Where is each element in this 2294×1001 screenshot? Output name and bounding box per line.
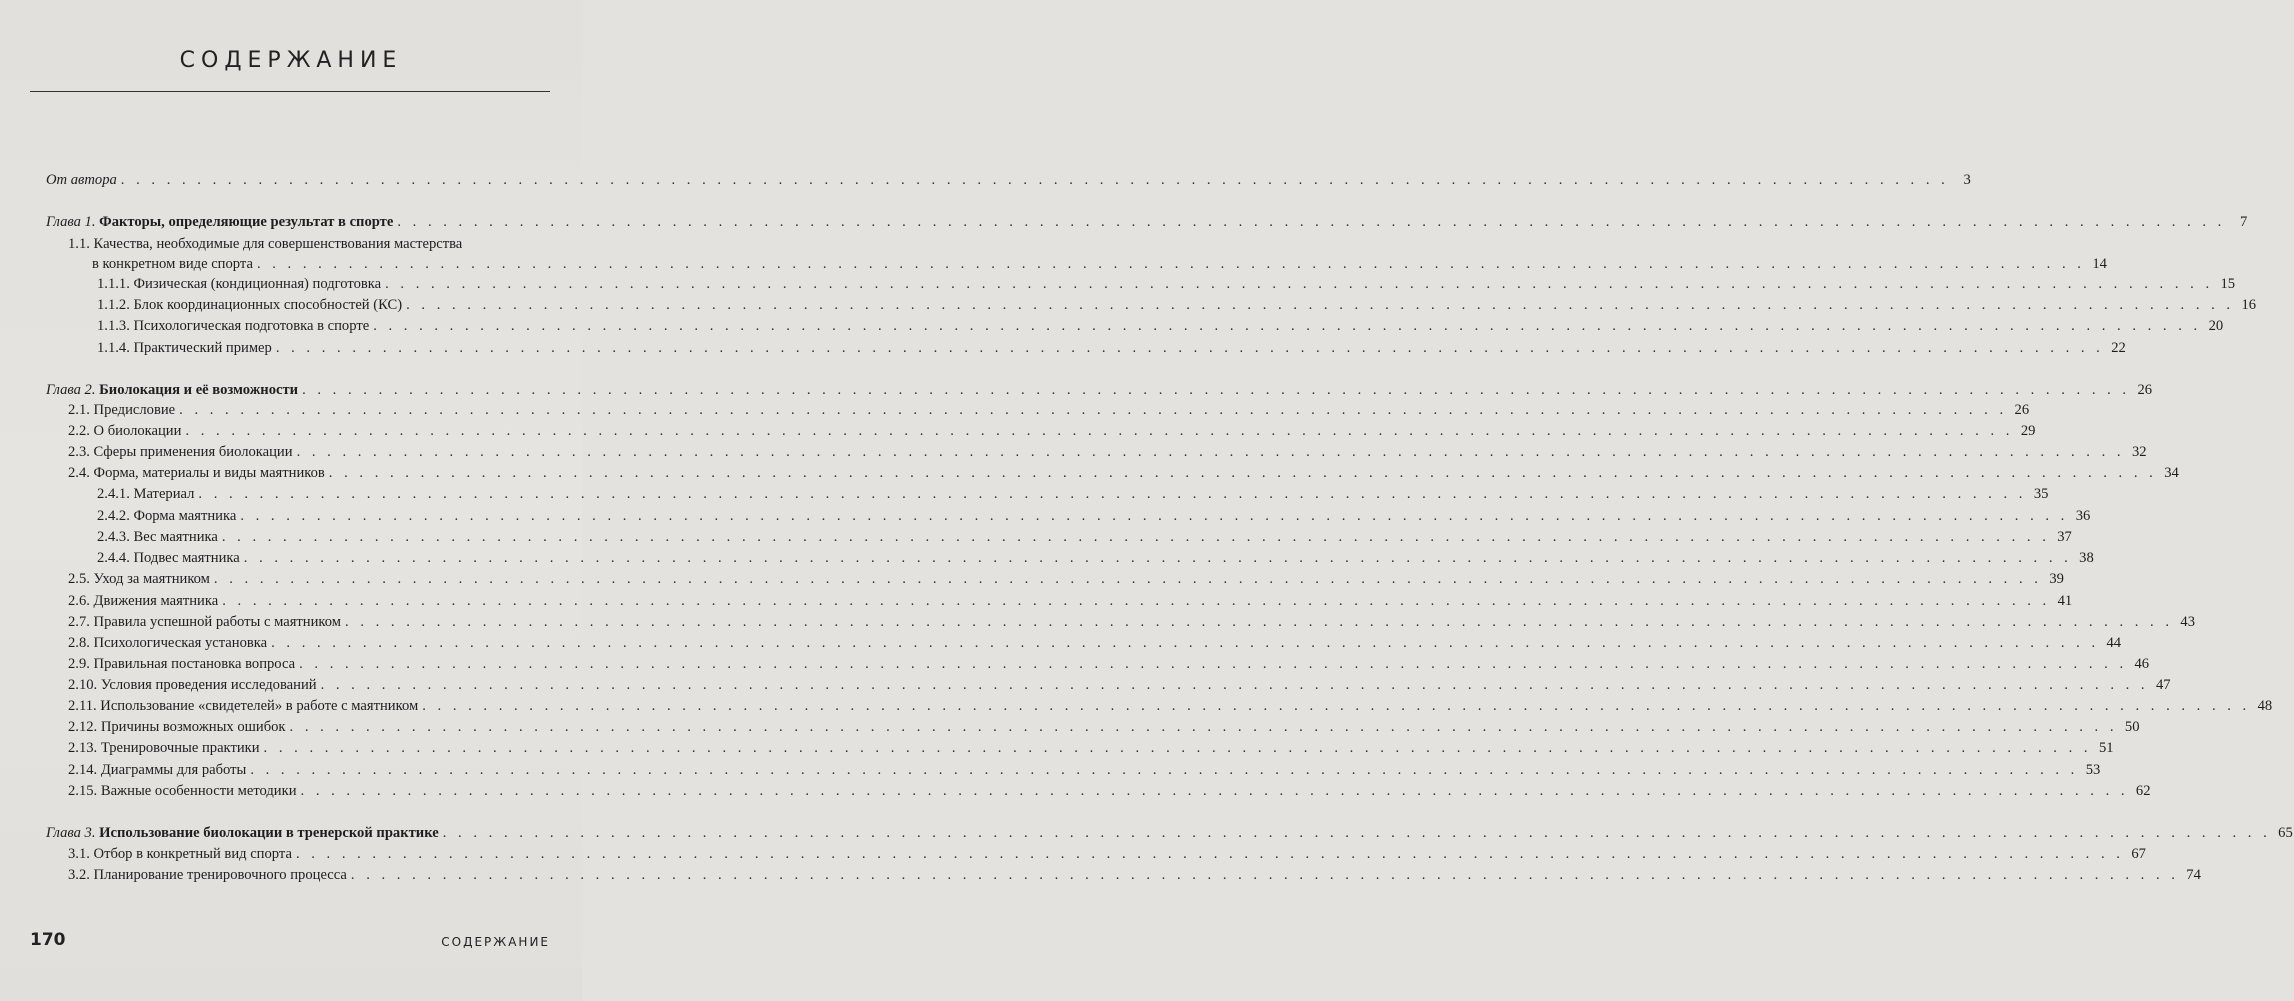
toc-entry-title: 2.10. Условия проведения исследований (68, 677, 317, 693)
toc-page-number: 53 (2085, 762, 2101, 778)
chapter-prefix: Глава 3. (46, 825, 96, 841)
toc-entry-title: в конкретном виде спорта (92, 256, 253, 272)
toc-page-number: 51 (2098, 740, 2114, 756)
toc-entry (68, 463, 2179, 483)
toc-entry-label (68, 463, 325, 483)
toc-entry (68, 400, 2030, 420)
toc-entry (46, 823, 2293, 843)
toc-entry-title: 2.8. Психологическая установка (68, 635, 268, 651)
chapter-prefix: Глава 1. (46, 214, 96, 230)
toc-entry (68, 760, 2101, 780)
toc-entry-label (68, 591, 218, 611)
toc-page-number: 32 (2131, 444, 2147, 460)
toc-entry-label (68, 654, 295, 674)
toc-entry-title: 2.2. О биолокации (68, 423, 182, 439)
toc-entry (97, 484, 2049, 504)
leader-dots: . . . . . . . . . . . . . . . . . . . . . . . . . . . . . . . . . . . . . . . . . . . . . . . . . . . . . . . . . . . . . . . . . . . . . . . . . . . . . . . . . . . . . . . . . . . . . . . . . . . . . . . . . . . . . . . . . . . . . . . . (289, 719, 2118, 735)
toc-entry-label (97, 274, 381, 294)
toc-entry-title: 3.1. Отбор в конкретный вид спорта (68, 846, 292, 862)
toc-entry-title: 1.1.1. Физическая (кондиционная) подготовка (97, 276, 382, 292)
leader-dots: . . . . . . . . . . . . . . . . . . . . . . . . . . . . . . . . . . . . . . . . . . . . . . . . . . . . . . . . . . . . . . . . . . . . . . . . . . . . . . . . . . . . . . . . . . . . . . . . . . . . . . . . . . . . . . . . . . . . . . . . (345, 614, 2173, 630)
toc-entry-title: 2.4.2. Форма маятника (97, 508, 237, 524)
toc-entry (68, 612, 2195, 632)
toc-entry (97, 506, 2091, 526)
leader-dots: . . . . . . . . . . . . . . . . . . . . . . . . . . . . . . . . . . . . . . . . . . . . . . . . . . . . . . . . . . . . . . . . . . . . . . . . . . . . . . . . . . . . . . . . . . . . . . . . . . . . . . . . . . . . . . . . . . . . . . . . (243, 550, 2072, 566)
toc-entry-title: 2.6. Движения маятника (68, 593, 219, 609)
toc-page-number: 38 (2079, 550, 2094, 566)
toc-entry (97, 527, 2072, 547)
leader-dots: . . . . . . . . . . . . . . . . . . . . . . . . . . . . . . . . . . . . . . . . . . . . . . . . . . . . . . . . . . . . . . . . . . . . . . . . . . . . . . . . . . . . . . . . . . . . . . . . . . . . . . . . . . . . . . . . . . . . . . . . (397, 214, 2226, 230)
chapter-prefix: Глава 2. (46, 382, 96, 398)
toc-entry-label (68, 569, 210, 589)
toc-entry-title: 1.1.2. Блок координационных способностей (КС) (97, 297, 403, 313)
toc-entry (46, 380, 2153, 400)
toc-entry (68, 654, 2150, 674)
toc-entry-title: 2.4.1. Материал (97, 486, 195, 502)
toc-page-number: 26 (2137, 382, 2153, 398)
leader-dots: . . . . . . . . . . . . . . . . . . . . . . . . . . . . . . . . . . . . . . . . . . . . . . . . . . . . . . . . . . . . . . . . . . . . . . . . . . . . . . . . . . . . . . . . . . . . . . . . . . . . . . . . . . . . . . . . . . . . . . . . (221, 529, 2050, 545)
toc-page-number: 48 (2257, 698, 2273, 714)
toc-entry (68, 633, 2122, 653)
toc-page-number: 15 (2220, 276, 2236, 292)
toc-page-number: 67 (2131, 846, 2146, 862)
leader-dots: . . . . . . . . . . . . . . . . . . . . . . . . . . . . . . . . . . . . . . . . . . . . . . . . . . . . . . . . . . . . . . . . . . . . . . . . . . . . . . . . . . . . . . . . . . . . . . . . . . . . . . . . . . . . . . . . . . . . . . . . (296, 444, 2125, 460)
toc-page-number: 7 (2240, 214, 2248, 230)
toc-page-number: 62 (2135, 783, 2151, 799)
toc-page-number: 35 (2033, 486, 2049, 502)
toc-entry-title: От автора (46, 172, 117, 188)
toc-entry (68, 844, 2146, 864)
toc-entry-title: 1.1.4. Практический пример (97, 340, 272, 356)
toc-entry (97, 548, 2094, 568)
toc-entry (97, 274, 2236, 294)
leader-dots: . . . . . . . . . . . . . . . . . . . . . . . . . . . . . . . . . . . . . . . . . . . . . . . . . . . . . . . . . . . . . . . . . . . . . . . . . . . . . . . . . . . . . . . . . . . . . . . . . . . . . . . . . . . . . . . . . . . . . . . . (263, 740, 2092, 756)
toc-entry (68, 696, 2273, 716)
toc-entry-label (68, 696, 418, 716)
toc-entry-label (68, 717, 286, 737)
toc-page-number: 46 (2134, 656, 2150, 672)
toc-page-number: 29 (2020, 423, 2036, 439)
leader-dots: . . . . . . . . . . . . . . . . . . . . . . . . . . . . . . . . . . . . . . . . . . . . . . . . . . . . . . . . . . . . . . . . . . . . . . . . . . . . . . . . . . . . . . . . . . . . . . . . . . . . . . . . . . . . . . . . . . . . . . . . (213, 571, 2042, 587)
toc-entry-label (68, 421, 181, 441)
toc-entry-label (97, 527, 218, 547)
toc-page-number: 37 (2057, 529, 2072, 545)
toc-entry-title: Факторы, определяющие результат в спорте (99, 214, 394, 230)
leader-dots: . . . . . . . . . . . . . . . . . . . . . . . . . . . . . . . . . . . . . . . . . . . . . . . . . . . . . . . . . . . . . . . . . . . . . . . . . . . . . . . . . . . . . . . . . . . . . . . . . . . . . . . . . . . . . . . . . . . . . . . . (299, 656, 2128, 672)
toc-entry (68, 717, 2140, 737)
leader-dots: . . . . . . . . . . . . . . . . . . . . . . . . . . . . . . . . . . . . . . . . . . . . . . . . . . . . . . . . . . . . . . . . . . . . . . . . . . . . . . . . . . . . . . . . . . . . . . . . . . . . . . . . . . . . . . . . . . . . . . . . (256, 256, 2085, 272)
toc-entry-title: 2.14. Диаграммы для работы (68, 762, 247, 778)
leader-dots: . . . . . . . . . . . . . . . . . . . . . . . . . . . . . . . . . . . . . . . . . . . . . . . . . . . . . . . . . . . . . . . . . . . . . . . . . . . . . . . . . . . . . . . . . . . . . . . . . . . . . . . . . . . . . . . . . . . . . . . . (350, 867, 2179, 883)
toc-entry (68, 421, 2036, 441)
toc-entry-title: Биолокация и её возможности (99, 382, 299, 398)
leader-dots: . . . . . . . . . . . . . . . . . . . . . . . . . . . . . . . . . . . . . . . . . . . . . . . . . . . . . . . . . . . . . . . . . . . . . . . . . . . . . . . . . . . . . . . . . . . . . . . . . . . . . . . . . . . . . . . . . . . . . . . . (275, 340, 2104, 356)
toc-page-number: 26 (2014, 402, 2030, 418)
toc-entry-title: 2.15. Важные особенности методики (68, 783, 297, 799)
toc-entry-label (46, 170, 117, 190)
page-title: СОДЕРЖАНИЕ (179, 48, 403, 73)
leader-dots: . . . . . . . . . . . . . . . . . . . . . . . . . . . . . . . . . . . . . . . . . . . . . . . . . . . . . . . . . . . . . . . . . . . . . . . . . . . . . . . . . . . . . . . . . . . . . . . . . . . . . . . . . . . . . . . . . . . . . . . . (198, 486, 2027, 502)
running-footer-title: СОДЕРЖАНИЕ (441, 935, 550, 949)
toc-entry-label (97, 506, 236, 526)
toc-entry (68, 591, 2073, 611)
toc-entry-title: 2.4.3. Вес маятника (97, 529, 218, 545)
toc-entry-label (68, 865, 347, 885)
toc-entry-label (68, 738, 260, 758)
toc-page-number: 50 (2124, 719, 2140, 735)
leader-dots: . . . . . . . . . . . . . . . . . . . . . . . . . . . . . . . . . . . . . . . . . . . . . . . . . . . . . . . . . . . . . . . . . . . . . . . . . . . . . . . . . . . . . . . . . . . . . . . . . . . . . . . . . . . . . . . . . . . . . . . . (295, 846, 2124, 862)
toc-entry (68, 442, 2147, 462)
toc-entry (68, 781, 2151, 801)
leader-dots: . . . . . . . . . . . . . . . . . . . . . . . . . . . . . . . . . . . . . . . . . . . . . . . . . . . . . . . . . . . . . . . . . . . . . . . . . . . . . . . . . . . . . . . . . . . . . . . . . . . . . . . . . . . . . . . . . . . . . . . . (179, 402, 2008, 418)
toc-entry-title: 2.3. Сферы применения биолокации (68, 444, 293, 460)
toc-entry-label (97, 295, 402, 315)
toc-page-number: 36 (2075, 508, 2091, 524)
toc-entry-label (68, 633, 267, 653)
leader-dots: . . . . . . . . . . . . . . . . . . . . . . . . . . . . . . . . . . . . . . . . . . . . . . . . . . . . . . . . . . . . . . . . . . . . . . . . . . . . . . . . . . . . . . . . . . . . . . . . . . . . . . . . . . . . . . . . . . . . . . . . (406, 297, 2235, 313)
toc-entry-label (92, 254, 253, 274)
toc-entry-label (97, 548, 240, 568)
leader-dots: . . . . . . . . . . . . . . . . . . . . . . . . . . . . . . . . . . . . . . . . . . . . . . . . . . . . . . . . . . . . . . . . . . . . . . . . . . . . . . . . . . . . . . . . . . . . . . . . . . . . . . . . . . . . . . . . . . . . . . . . (240, 508, 2069, 524)
leader-dots: . . . . . . . . . . . . . . . . . . . . . . . . . . . . . . . . . . . . . . . . . . . . . . . . . . . . . . . . . . . . . . . . . . . . . . . . . . . . . . . . . . . . . . . . . . . . . . . . . . . . . . . . . . . . . . . . . . . . . . . . (300, 783, 2129, 799)
leader-dots: . . . . . . . . . . . . . . . . . . . . . . . . . . . . . . . . . . . . . . . . . . . . . . . . . . . . . . . . . . . . . . . . . . . . . . . . . . . . . . . . . . . . . . . . . . . . . . . . . . . . . . . . . . . . . . . . . . . . . . . . (120, 172, 1949, 188)
leader-dots: . . . . . . . . . . . . . . . . . . . . . . . . . . . . . . . . . . . . . . . . . . . . . . . . . . . . . . . . . . . . . . . . . . . . . . . . . . . . . . . . . . . . . . . . . . . . . . . . . . . . . . . . . . . . . . . . . . . . . . . . (442, 825, 2271, 841)
toc-entry-label (68, 400, 175, 420)
leader-dots: . . . . . . . . . . . . . . . . . . . . . . . . . . . . . . . . . . . . . . . . . . . . . . . . . . . . . . . . . . . . . . . . . . . . . . . . . . . . . . . . . . . . . . . . . . . . . . . . . . . . . . . . . . . . . . . . . . . . . . . . (385, 276, 2214, 292)
toc-entry-label (68, 234, 462, 254)
toc-page-number: 16 (2241, 297, 2257, 313)
toc-page-number: 39 (2049, 571, 2064, 587)
toc-entry (97, 295, 2257, 315)
toc-entry-label (46, 212, 393, 232)
toc-page-number: 65 (2278, 825, 2293, 841)
toc-page-number: 34 (2164, 465, 2179, 481)
toc-page-number: 47 (2155, 677, 2171, 693)
toc-entry-title: Использование биолокации в тренерской практике (99, 825, 439, 841)
toc-entry-label (46, 380, 298, 400)
toc-entry (68, 865, 2201, 885)
toc-page-number: 20 (2208, 318, 2224, 334)
toc-entry-title: 2.4. Форма, материалы и виды маятников (68, 465, 325, 481)
toc-page-number: 22 (2111, 340, 2126, 356)
toc-entry-label (68, 675, 317, 695)
toc-entry (46, 170, 1971, 190)
toc-entry-title: 3.2. Планирование тренировочного процесса (68, 867, 347, 883)
leader-dots: . . . . . . . . . . . . . . . . . . . . . . . . . . . . . . . . . . . . . . . . . . . . . . . . . . . . . . . . . . . . . . . . . . . . . . . . . . . . . . . . . . . . . . . . . . . . . . . . . . . . . . . . . . . . . . . . . . . . . . . . (320, 677, 2149, 693)
toc-page-number: 74 (2186, 867, 2201, 883)
toc-entry (68, 234, 552, 254)
toc-entry (46, 212, 2248, 232)
toc-entry-title: 2.9. Правильная постановка вопроса (68, 656, 296, 672)
title-divider (30, 91, 550, 92)
toc-entry-label (97, 338, 272, 358)
toc-page-number: 43 (2180, 614, 2195, 630)
toc-entry-title: 2.5. Уход за маятником (68, 571, 210, 587)
leader-dots: . . . . . . . . . . . . . . . . . . . . . . . . . . . . . . . . . . . . . . . . . . . . . . . . . . . . . . . . . . . . . . . . . . . . . . . . . . . . . . . . . . . . . . . . . . . . . . . . . . . . . . . . . . . . . . . . . . . . . . . . (302, 382, 2131, 398)
toc-entry-title: 1.1. Качества, необходимые для совершенствования мастерства (68, 236, 463, 252)
toc-entry (97, 316, 2224, 336)
toc-entry-title: 2.1. Предисловие (68, 402, 176, 418)
toc-entry-label (97, 484, 194, 504)
toc-entry-title: 2.11. Использование «свидетелей» в работе с маятником (68, 698, 419, 714)
leader-dots: . . . . . . . . . . . . . . . . . . . . . . . . . . . . . . . . . . . . . . . . . . . . . . . . . . . . . . . . . . . . . . . . . . . . . . . . . . . . . . . . . . . . . . . . . . . . . . . . . . . . . . . . . . . . . . . . . . . . . . . . (185, 423, 2014, 439)
leader-dots: . . . . . . . . . . . . . . . . . . . . . . . . . . . . . . . . . . . . . . . . . . . . . . . . . . . . . . . . . . . . . . . . . . . . . . . . . . . . . . . . . . . . . . . . . . . . . . . . . . . . . . . . . . . . . . . . . . . . . . . . (328, 465, 2157, 481)
toc-entry (68, 675, 2171, 695)
leader-dots: . . . . . . . . . . . . . . . . . . . . . . . . . . . . . . . . . . . . . . . . . . . . . . . . . . . . . . . . . . . . . . . . . . . . . . . . . . . . . . . . . . . . . . . . . . . . . . . . . . . . . . . . . . . . . . . . . . . . . . . . (222, 593, 2051, 609)
toc-entry-label (46, 823, 439, 843)
toc-entry-label (68, 760, 246, 780)
toc-entry-title: 2.12. Причины возможных ошибок (68, 719, 286, 735)
toc-entry-label (68, 781, 297, 801)
toc-entry (97, 338, 2126, 358)
toc-entry-label (68, 442, 293, 462)
toc-entry-label (68, 844, 292, 864)
toc-page-number: 41 (2057, 593, 2073, 609)
toc-entry-title: 2.13. Тренировочные практики (68, 740, 260, 756)
page-number: 170 (30, 930, 66, 950)
toc-page-number: 14 (2092, 256, 2107, 272)
toc-entry (68, 738, 2114, 758)
toc-entry-label (97, 316, 369, 336)
leader-dots: . . . . . . . . . . . . . . . . . . . . . . . . . . . . . . . . . . . . . . . . . . . . . . . . . . . . . . . . . . . . . . . . . . . . . . . . . . . . . . . . . . . . . . . . . . . . . . . . . . . . . . . . . . . . . . . . . . . . . . . . (271, 635, 2100, 651)
toc-entry (92, 254, 2107, 274)
toc-entry-title: 2.4.4. Подвес маятника (97, 550, 240, 566)
leader-dots: . . . . . . . . . . . . . . . . . . . . . . . . . . . . . . . . . . . . . . . . . . . . . . . . . . . . . . . . . . . . . . . . . . . . . . . . . . . . . . . . . . . . . . . . . . . . . . . . . . . . . . . . . . . . . . . . . . . . . . . . (373, 318, 2202, 334)
toc-entry-title: 1.1.3. Психологическая подготовка в спорте (97, 318, 370, 334)
toc-page-number: 44 (2106, 635, 2122, 651)
toc-entry (68, 569, 2064, 589)
toc-page-number: 3 (1963, 172, 1971, 188)
leader-dots: . . . . . . . . . . . . . . . . . . . . . . . . . . . . . . . . . . . . . . . . . . . . . . . . . . . . . . . . . . . . . . . . . . . . . . . . . . . . . . . . . . . . . . . . . . . . . . . . . . . . . . . . . . . . . . . . . . . . . . . . (250, 762, 2079, 778)
toc-entry-label (68, 612, 341, 632)
toc-entry-title: 2.7. Правила успешной работы с маятником (68, 614, 342, 630)
leader-dots: . . . . . . . . . . . . . . . . . . . . . . . . . . . . . . . . . . . . . . . . . . . . . . . . . . . . . . . . . . . . . . . . . . . . . . . . . . . . . . . . . . . . . . . . . . . . . . . . . . . . . . . . . . . . . . . . . . . . . . . . (422, 698, 2251, 714)
